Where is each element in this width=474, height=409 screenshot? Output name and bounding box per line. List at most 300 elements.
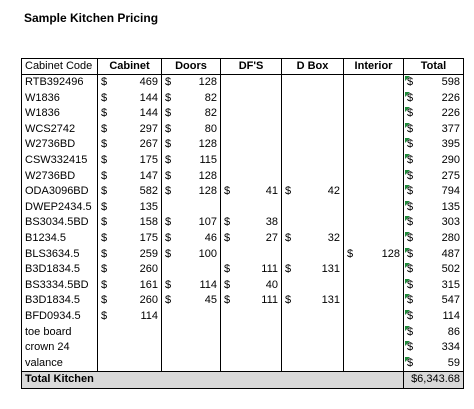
currency-symbol: $ bbox=[101, 122, 108, 135]
cell-interior[interactable] bbox=[344, 184, 404, 200]
currency-symbol: $ bbox=[224, 185, 231, 198]
cell-value: 82 bbox=[204, 107, 217, 120]
cell-value: 86 bbox=[447, 325, 460, 338]
cell-total[interactable] bbox=[404, 356, 464, 372]
cell-cabinet-code[interactable]: W1836 bbox=[22, 106, 98, 122]
cell-interior[interactable] bbox=[344, 200, 404, 216]
cell-cabinet[interactable] bbox=[98, 247, 162, 263]
currency-symbol: $ bbox=[407, 278, 414, 291]
cell-value: 45 bbox=[204, 294, 217, 307]
cell-doors[interactable] bbox=[162, 184, 221, 200]
table-row bbox=[22, 278, 464, 294]
cell-doors[interactable] bbox=[162, 215, 221, 231]
cell-cabinet[interactable] bbox=[98, 169, 162, 185]
cell-cabinet[interactable] bbox=[98, 137, 162, 153]
currency-symbol: $ bbox=[101, 91, 108, 104]
currency-symbol: $ bbox=[101, 263, 108, 276]
cell-interior[interactable] bbox=[344, 153, 404, 169]
currency-symbol: $ bbox=[224, 263, 231, 276]
cell-dfs[interactable] bbox=[221, 293, 282, 309]
currency-symbol: $ bbox=[165, 231, 172, 244]
cell-interior[interactable] bbox=[344, 262, 404, 278]
currency-symbol: $ bbox=[407, 356, 414, 369]
cell-interior[interactable] bbox=[344, 247, 404, 263]
cell-value: 547 bbox=[441, 294, 460, 307]
sheet-title: Sample Kitchen Pricing bbox=[24, 11, 159, 25]
cell-dbox[interactable] bbox=[282, 325, 344, 341]
footer-row bbox=[22, 372, 464, 389]
cell-total[interactable] bbox=[404, 293, 464, 309]
cell-value: 59 bbox=[447, 356, 460, 369]
cell-dbox[interactable] bbox=[282, 200, 344, 216]
currency-symbol: $ bbox=[165, 247, 172, 260]
error-flag-icon bbox=[405, 170, 410, 175]
cell-dbox[interactable] bbox=[282, 247, 344, 263]
currency-symbol: $ bbox=[407, 185, 414, 198]
cell-value: 226 bbox=[441, 91, 460, 104]
table-row bbox=[22, 200, 464, 216]
currency-symbol: $ bbox=[165, 76, 172, 88]
currency-symbol: $ bbox=[407, 216, 414, 229]
cell-value: 135 bbox=[441, 200, 460, 213]
cell-interior[interactable] bbox=[344, 91, 404, 107]
error-flag-icon bbox=[405, 310, 410, 315]
cell-cabinet-code[interactable]: BFD0934.5 bbox=[22, 309, 98, 325]
cell-cabinet[interactable] bbox=[98, 293, 162, 309]
currency-symbol: $ bbox=[165, 153, 172, 166]
cell-dfs[interactable] bbox=[221, 106, 282, 122]
cell-dfs[interactable] bbox=[221, 169, 282, 185]
cell-value: 275 bbox=[441, 169, 460, 182]
cell-cabinet-code[interactable]: toe board bbox=[22, 325, 98, 341]
cell-value: 41 bbox=[265, 185, 278, 198]
table-row bbox=[22, 91, 464, 107]
cell-value: 128 bbox=[381, 247, 400, 260]
cell-value: 260 bbox=[139, 263, 158, 276]
currency-symbol: $ bbox=[285, 263, 292, 276]
cell-doors[interactable] bbox=[162, 75, 221, 91]
cell-cabinet[interactable] bbox=[98, 278, 162, 294]
cell-value: 114 bbox=[140, 309, 158, 322]
cell-value: 297 bbox=[139, 122, 158, 135]
cell-dfs[interactable] bbox=[221, 153, 282, 169]
cell-cabinet-code[interactable]: BLS3634.5 bbox=[22, 247, 98, 263]
error-flag-icon bbox=[405, 216, 410, 221]
cell-interior[interactable] bbox=[344, 356, 404, 372]
table-row bbox=[22, 340, 464, 356]
currency-symbol: $ bbox=[224, 278, 231, 291]
currency-symbol: $ bbox=[101, 200, 108, 213]
table-row bbox=[22, 106, 464, 122]
cell-value: 175 bbox=[139, 231, 158, 244]
cell-value: 115 bbox=[199, 153, 217, 166]
cell-dbox[interactable] bbox=[282, 122, 344, 138]
cell-value: 114 bbox=[199, 278, 217, 291]
cell-cabinet-code[interactable]: BS3334.5BD bbox=[22, 278, 98, 294]
cell-cabinet[interactable] bbox=[98, 231, 162, 247]
cell-total[interactable] bbox=[404, 309, 464, 325]
error-flag-icon bbox=[405, 357, 410, 362]
cell-cabinet-code[interactable]: CSW332415 bbox=[22, 153, 98, 169]
currency-symbol: $ bbox=[224, 216, 231, 229]
currency-symbol: $ bbox=[347, 247, 354, 260]
cell-dbox[interactable] bbox=[282, 293, 344, 309]
cell-value: 131 bbox=[321, 263, 340, 276]
cell-doors[interactable] bbox=[162, 247, 221, 263]
cell-cabinet-code[interactable]: B3D1834.5 bbox=[22, 293, 98, 309]
currency-symbol: $ bbox=[101, 185, 108, 198]
cell-cabinet-code[interactable]: W1836 bbox=[22, 91, 98, 107]
error-flag-icon bbox=[405, 107, 410, 112]
currency-symbol: $ bbox=[407, 247, 414, 260]
currency-symbol: $ bbox=[224, 231, 231, 244]
cell-cabinet[interactable] bbox=[98, 262, 162, 278]
cell-dfs[interactable] bbox=[221, 340, 282, 356]
currency-symbol: $ bbox=[101, 231, 108, 244]
table-row bbox=[22, 122, 464, 138]
cell-value: 111 bbox=[261, 263, 278, 276]
error-flag-icon bbox=[405, 138, 410, 143]
cell-dbox[interactable] bbox=[282, 153, 344, 169]
cell-value: 175 bbox=[139, 153, 158, 166]
cell-cabinet[interactable] bbox=[98, 215, 162, 231]
cell-total[interactable] bbox=[404, 340, 464, 356]
cell-interior[interactable] bbox=[344, 106, 404, 122]
cell-value: 100 bbox=[198, 247, 217, 260]
cell-cabinet-code[interactable]: DWEP2434.5 bbox=[22, 200, 98, 216]
cell-cabinet-code[interactable]: BS3034.5BD bbox=[22, 215, 98, 231]
cell-cabinet[interactable] bbox=[98, 356, 162, 372]
currency-symbol: $ bbox=[407, 91, 414, 104]
currency-symbol: $ bbox=[101, 216, 108, 229]
cell-dfs[interactable] bbox=[221, 215, 282, 231]
cell-interior[interactable] bbox=[344, 137, 404, 153]
header-doors[interactable]: Doors bbox=[162, 59, 221, 75]
currency-symbol: $ bbox=[165, 91, 172, 104]
error-flag-icon bbox=[405, 92, 410, 97]
total-kitchen-value[interactable]: $6,343.68 bbox=[404, 372, 464, 389]
cell-dfs[interactable] bbox=[221, 75, 282, 91]
cell-dbox[interactable] bbox=[282, 340, 344, 356]
cell-dbox[interactable] bbox=[282, 278, 344, 294]
cell-total[interactable] bbox=[404, 153, 464, 169]
cell-cabinet[interactable] bbox=[98, 340, 162, 356]
currency-symbol: $ bbox=[285, 185, 292, 198]
cell-value: 42 bbox=[327, 185, 340, 198]
table-row bbox=[22, 169, 464, 185]
cell-cabinet-code[interactable]: RTB392496 bbox=[22, 75, 98, 91]
currency-symbol: $ bbox=[407, 231, 414, 244]
cell-dfs[interactable] bbox=[221, 231, 282, 247]
cell-dfs[interactable] bbox=[221, 91, 282, 107]
currency-symbol: $ bbox=[101, 294, 108, 307]
cell-dbox[interactable] bbox=[282, 91, 344, 107]
cell-value: 80 bbox=[204, 122, 217, 135]
cell-dbox[interactable] bbox=[282, 309, 344, 325]
pricing-table bbox=[21, 58, 464, 389]
cell-dfs[interactable] bbox=[221, 122, 282, 138]
cell-value: 158 bbox=[139, 216, 158, 229]
cell-cabinet[interactable] bbox=[98, 106, 162, 122]
currency-symbol: $ bbox=[407, 325, 414, 338]
cell-total[interactable] bbox=[404, 215, 464, 231]
header-cabinet-code[interactable]: Cabinet Code bbox=[22, 59, 98, 75]
currency-symbol: $ bbox=[407, 107, 414, 120]
cell-interior[interactable] bbox=[344, 231, 404, 247]
cell-value: 487 bbox=[441, 247, 460, 260]
currency-symbol: $ bbox=[224, 294, 231, 307]
currency-symbol: $ bbox=[101, 153, 108, 166]
table-row bbox=[22, 231, 464, 247]
table-row bbox=[22, 247, 464, 263]
cell-interior[interactable] bbox=[344, 340, 404, 356]
header-interior[interactable]: Interior bbox=[344, 59, 404, 75]
cell-cabinet-code[interactable]: crown 24 bbox=[22, 340, 98, 356]
table-row bbox=[22, 184, 464, 200]
cell-cabinet[interactable] bbox=[98, 325, 162, 341]
table-row bbox=[22, 137, 464, 153]
cell-value: 303 bbox=[441, 216, 460, 229]
cell-dfs[interactable] bbox=[221, 137, 282, 153]
cell-dfs[interactable] bbox=[221, 309, 282, 325]
currency-symbol: $ bbox=[407, 341, 414, 354]
currency-symbol: $ bbox=[165, 294, 172, 307]
table-row bbox=[22, 153, 464, 169]
cell-doors[interactable] bbox=[162, 356, 221, 372]
cell-cabinet[interactable] bbox=[98, 122, 162, 138]
cell-doors[interactable] bbox=[162, 153, 221, 169]
cell-value: 46 bbox=[204, 231, 217, 244]
cell-cabinet-code[interactable]: B1234.5 bbox=[22, 231, 98, 247]
cell-cabinet[interactable] bbox=[98, 153, 162, 169]
cell-doors[interactable] bbox=[162, 91, 221, 107]
currency-symbol: $ bbox=[165, 169, 172, 182]
cell-value: 280 bbox=[441, 231, 460, 244]
currency-symbol: $ bbox=[407, 309, 414, 322]
cell-interior[interactable] bbox=[344, 278, 404, 294]
cell-doors[interactable] bbox=[162, 278, 221, 294]
cell-dfs[interactable] bbox=[221, 262, 282, 278]
cell-total[interactable] bbox=[404, 75, 464, 91]
cell-total[interactable] bbox=[404, 184, 464, 200]
cell-value: 502 bbox=[441, 263, 460, 276]
error-flag-icon bbox=[405, 279, 410, 284]
header-dfs[interactable]: DF'S bbox=[221, 59, 282, 75]
cell-dfs[interactable] bbox=[221, 325, 282, 341]
cell-total[interactable] bbox=[404, 169, 464, 185]
cell-dbox[interactable] bbox=[282, 137, 344, 153]
cell-interior[interactable] bbox=[344, 75, 404, 91]
currency-symbol: $ bbox=[407, 76, 414, 88]
cell-dbox[interactable] bbox=[282, 356, 344, 372]
currency-symbol: $ bbox=[165, 107, 172, 120]
cell-value: 260 bbox=[139, 294, 158, 307]
currency-symbol: $ bbox=[101, 247, 108, 260]
cell-value: 128 bbox=[198, 76, 217, 88]
cell-value: 147 bbox=[139, 169, 158, 182]
currency-symbol: $ bbox=[407, 138, 414, 151]
cell-value: 334 bbox=[441, 341, 460, 354]
cell-value: 40 bbox=[265, 278, 278, 291]
error-flag-icon bbox=[405, 248, 410, 253]
cell-doors[interactable] bbox=[162, 309, 221, 325]
cell-dfs[interactable] bbox=[221, 356, 282, 372]
cell-value: 131 bbox=[321, 294, 340, 307]
cell-dbox[interactable] bbox=[282, 215, 344, 231]
header-cabinet[interactable]: Cabinet bbox=[98, 59, 162, 75]
currency-symbol: $ bbox=[101, 138, 108, 151]
cell-value: 226 bbox=[441, 107, 460, 120]
cell-value: 377 bbox=[441, 122, 460, 135]
cell-cabinet[interactable] bbox=[98, 309, 162, 325]
cell-dbox[interactable] bbox=[282, 106, 344, 122]
total-kitchen-label[interactable]: Total Kitchen bbox=[22, 372, 404, 389]
cell-cabinet-code[interactable]: B3D1834.5 bbox=[22, 262, 98, 278]
cell-value: 315 bbox=[441, 278, 460, 291]
cell-value: 290 bbox=[441, 153, 460, 166]
header-row bbox=[22, 59, 464, 75]
cell-dbox[interactable] bbox=[282, 262, 344, 278]
currency-symbol: $ bbox=[165, 216, 172, 229]
cell-doors[interactable] bbox=[162, 122, 221, 138]
cell-doors[interactable] bbox=[162, 200, 221, 216]
cell-cabinet-code[interactable]: ODA3096BD bbox=[22, 184, 98, 200]
cell-total[interactable] bbox=[404, 247, 464, 263]
cell-doors[interactable] bbox=[162, 325, 221, 341]
cell-value: 161 bbox=[139, 278, 158, 291]
cell-dfs[interactable] bbox=[221, 247, 282, 263]
cell-value: 128 bbox=[198, 185, 217, 198]
currency-symbol: $ bbox=[101, 278, 108, 291]
cell-value: 598 bbox=[441, 76, 460, 88]
cell-doors[interactable] bbox=[162, 106, 221, 122]
cell-interior[interactable] bbox=[344, 215, 404, 231]
cell-dfs[interactable] bbox=[221, 278, 282, 294]
cell-interior[interactable] bbox=[344, 169, 404, 185]
cell-value: 128 bbox=[198, 138, 217, 151]
cell-total[interactable] bbox=[404, 122, 464, 138]
cell-doors[interactable] bbox=[162, 137, 221, 153]
currency-symbol: $ bbox=[101, 169, 108, 182]
cell-total[interactable] bbox=[404, 137, 464, 153]
cell-value: 114 bbox=[442, 309, 460, 322]
currency-symbol: $ bbox=[165, 185, 172, 198]
cell-total[interactable] bbox=[404, 325, 464, 341]
cell-interior[interactable] bbox=[344, 325, 404, 341]
currency-symbol: $ bbox=[285, 231, 292, 244]
cell-cabinet-code[interactable]: W2736BD bbox=[22, 169, 98, 185]
error-flag-icon bbox=[405, 185, 410, 190]
cell-value: 144 bbox=[139, 91, 158, 104]
cell-doors[interactable] bbox=[162, 262, 221, 278]
cell-cabinet-code[interactable]: W2736BD bbox=[22, 137, 98, 153]
cell-value: 32 bbox=[327, 231, 340, 244]
error-flag-icon bbox=[405, 201, 410, 206]
cell-value: 259 bbox=[139, 247, 158, 260]
currency-symbol: $ bbox=[165, 122, 172, 135]
cell-value: 469 bbox=[139, 76, 158, 88]
currency-symbol: $ bbox=[407, 200, 414, 213]
cell-value: 107 bbox=[198, 216, 217, 229]
cell-value: 395 bbox=[441, 138, 460, 151]
table-row bbox=[22, 215, 464, 231]
cell-doors[interactable] bbox=[162, 293, 221, 309]
currency-symbol: $ bbox=[285, 294, 292, 307]
currency-symbol: $ bbox=[407, 169, 414, 182]
currency-symbol: $ bbox=[407, 263, 414, 276]
cell-value: 135 bbox=[139, 200, 158, 213]
cell-interior[interactable] bbox=[344, 309, 404, 325]
cell-total[interactable] bbox=[404, 91, 464, 107]
header-total[interactable]: Total bbox=[404, 59, 464, 75]
currency-symbol: $ bbox=[101, 76, 108, 88]
currency-symbol: $ bbox=[407, 294, 414, 307]
cell-doors[interactable] bbox=[162, 340, 221, 356]
cell-cabinet[interactable] bbox=[98, 184, 162, 200]
cell-interior[interactable] bbox=[344, 122, 404, 138]
cell-dbox[interactable] bbox=[282, 169, 344, 185]
cell-doors[interactable] bbox=[162, 169, 221, 185]
error-flag-icon bbox=[405, 123, 410, 128]
cell-dbox[interactable] bbox=[282, 75, 344, 91]
cell-interior[interactable] bbox=[344, 293, 404, 309]
error-flag-icon bbox=[405, 341, 410, 346]
cell-value: 82 bbox=[204, 91, 217, 104]
cell-cabinet-code[interactable]: WCS2742 bbox=[22, 122, 98, 138]
error-flag-icon bbox=[405, 326, 410, 331]
table-row bbox=[22, 309, 464, 325]
cell-value: 267 bbox=[139, 138, 158, 151]
cell-value: 144 bbox=[139, 107, 158, 120]
table-row bbox=[22, 325, 464, 341]
header-dbox[interactable]: D Box bbox=[282, 59, 344, 75]
cell-dfs[interactable] bbox=[221, 184, 282, 200]
cell-value: 38 bbox=[265, 216, 278, 229]
cell-total[interactable] bbox=[404, 231, 464, 247]
error-flag-icon bbox=[405, 154, 410, 159]
cell-cabinet[interactable] bbox=[98, 200, 162, 216]
cell-dbox[interactable] bbox=[282, 231, 344, 247]
cell-value: 794 bbox=[441, 185, 460, 198]
cell-cabinet[interactable] bbox=[98, 75, 162, 91]
error-flag-icon bbox=[405, 294, 410, 299]
cell-dbox[interactable] bbox=[282, 184, 344, 200]
cell-total[interactable] bbox=[404, 106, 464, 122]
currency-symbol: $ bbox=[101, 107, 108, 120]
error-flag-icon bbox=[405, 76, 410, 81]
currency-symbol: $ bbox=[101, 309, 108, 322]
currency-symbol: $ bbox=[407, 122, 414, 135]
cell-value: 111 bbox=[261, 294, 278, 307]
cell-doors[interactable] bbox=[162, 231, 221, 247]
table-row bbox=[22, 75, 464, 91]
cell-value: 128 bbox=[198, 169, 217, 182]
currency-symbol: $ bbox=[165, 138, 172, 151]
error-flag-icon bbox=[405, 232, 410, 237]
cell-total[interactable] bbox=[404, 262, 464, 278]
cell-cabinet-code[interactable]: valance bbox=[22, 356, 98, 372]
table-row bbox=[22, 262, 464, 278]
currency-symbol: $ bbox=[165, 278, 172, 291]
cell-cabinet[interactable] bbox=[98, 91, 162, 107]
cell-dfs[interactable] bbox=[221, 200, 282, 216]
table-row bbox=[22, 293, 464, 309]
error-flag-icon bbox=[405, 263, 410, 268]
cell-value: 27 bbox=[265, 231, 278, 244]
cell-total[interactable] bbox=[404, 200, 464, 216]
table-row bbox=[22, 356, 464, 372]
cell-total[interactable] bbox=[404, 278, 464, 294]
